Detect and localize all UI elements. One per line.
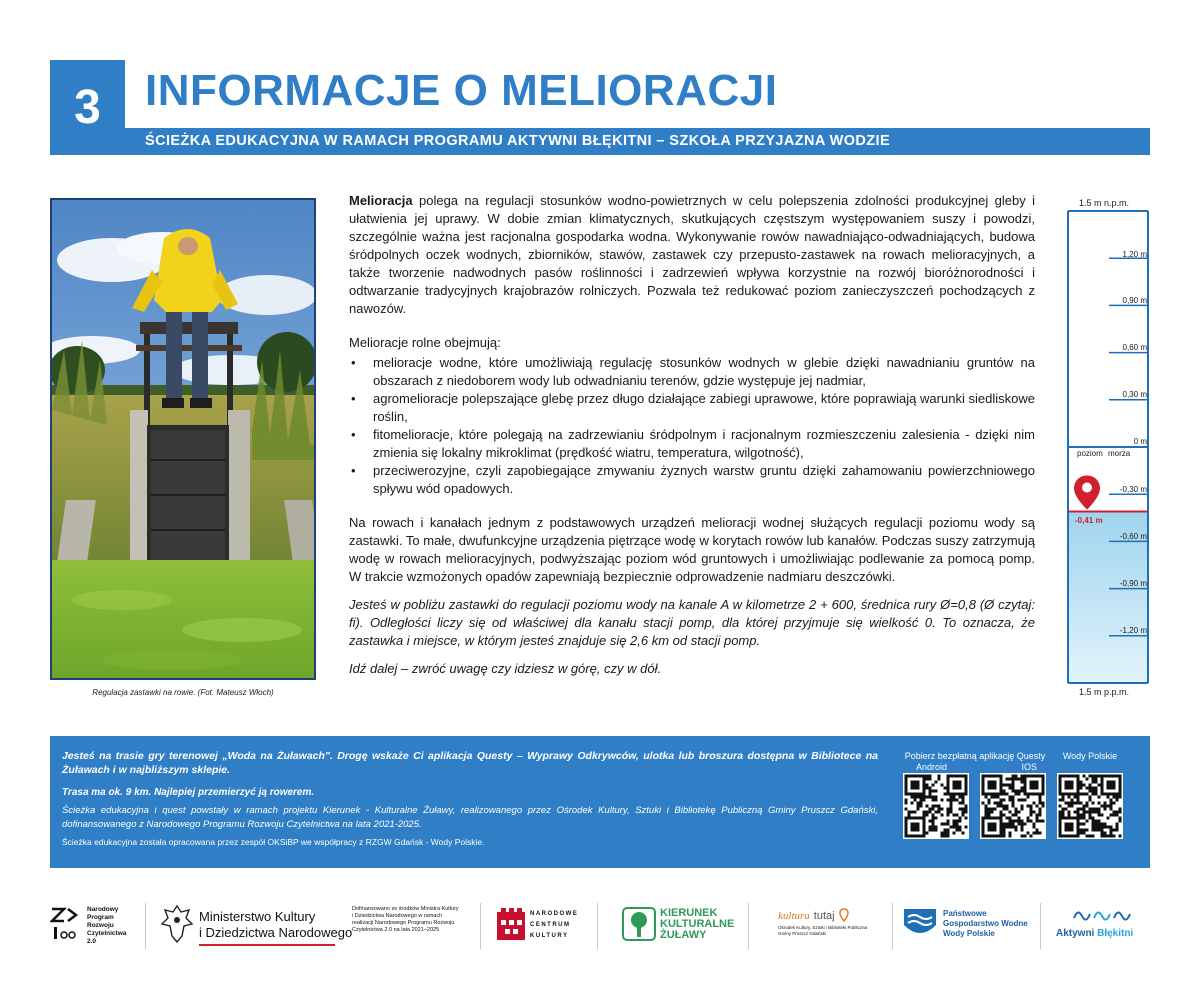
nck-crown-icon [497, 908, 525, 945]
nprcz-mark-icon [50, 907, 80, 941]
funding-note: Dofinansowano ze środków Ministra Kultury i Dziedzictwa Narodowego w ramach realizacji Narodowego Programu Rozwoju Czytelnictwa 2.0 na lata 2021–2025 [352, 906, 459, 933]
intro-term: Melioracja [349, 193, 413, 208]
logo-nprcz [50, 907, 80, 946]
info-band-text [62, 749, 878, 848]
logo-wody-polskie: Państwowe Gospodarstwo Wodne Wody Polskie [943, 909, 1028, 938]
qr-ios-label: IOS [1021, 762, 1037, 772]
intro-paragraph [349, 192, 1035, 318]
qr-heading-app: Pobierz bezpłatną aplikację Questy Android IOS [904, 751, 1046, 772]
logo-aktywni-blekitni: Aktywni Błękitni [1056, 928, 1134, 939]
melioration-types-list [349, 354, 1035, 498]
page-title: INFORMACJE O MELIORACJI [145, 66, 778, 115]
route-info: Trasa ma ok. 9 km. Najlepiej przemierzyć ją rowerem. [62, 787, 315, 798]
gauge-mark-label: 0,60 m [1122, 343, 1147, 352]
logo-separator [597, 903, 598, 949]
photo-sluice-gate [50, 198, 316, 680]
logo-kultura-tutaj: kultura tutaj Ośrodek Kultury, Sztuki i Biblioteki Publiczna Gminy Pruszcz Gdański [778, 910, 867, 936]
section-number: 3 [50, 60, 125, 155]
qr-code-ios[interactable] [980, 773, 1046, 839]
gauge-mark-label: -0,60 m [1119, 532, 1147, 541]
qr-code-wody-polskie[interactable] [1057, 773, 1123, 839]
gauge-mark-label: 0 m [1133, 437, 1147, 446]
article-body [349, 192, 1035, 678]
logo-separator [480, 903, 481, 949]
waves-icon [1070, 906, 1134, 929]
qr-android-label: Android [916, 762, 948, 772]
next-step-paragraph: Idź dalej – zwróć uwagę czy idziesz w górę, czy w dół. [349, 661, 662, 676]
sea-level-label: poziom morza [1077, 449, 1131, 458]
eagle-emblem-icon [160, 902, 194, 951]
gauge-mark-label: 0,90 m [1122, 296, 1147, 305]
location-paragraph: Jesteś w pobliżu zastawki do regulacji poziomu wody na kanale A w kilometrze 2 + 600, średnica rury Ø=0,8 (Ø czytaj: fi). Odległości liczy się od właściwej dla kanału stacji pomp, dla której przyjmuje się wielkość 0. To oznacza, że zastawka i miejsce, w którym jesteś znajduje się 2,6 km od stacji pomp. [349, 597, 1035, 648]
credits-info: Ścieżka edukacyjna została opracowana przez zespół OKSiBP we współpracy z RZGW Gdańsk - Wody Polskie. [62, 837, 485, 847]
nprcz-text: Narodowy Program Rozwoju Czytelnictwa 2.0 [87, 906, 127, 945]
water-level-gauge [1065, 195, 1155, 700]
list-item: • fitomelioracje, które polegają na zadrzewianiu śródpolnym i racjonalnym rozmieszczeniu zalesienia - dzięki nim zmienia się lokalny mikroklimat (prędkość wiatru, temperatura, wilgotność), [349, 426, 1035, 462]
logo-kierunek: KIERUNEK KULTURALNE ŻUŁAWY [660, 907, 735, 941]
logo-separator [145, 903, 146, 949]
wody-polskie-emblem-icon [902, 907, 938, 944]
gauge-mark-label: -0,90 m [1119, 579, 1147, 588]
qr-heading-wody: Wody Polskie [1062, 751, 1118, 761]
gauge-mark-label: -1,20 m [1119, 626, 1147, 635]
list-item: • przeciwerozyjne, czyli zapobiegające zmywaniu żyznych warstw gruntu dzięki zahamowaniu powierzchniowego spływu wód opadowych. [349, 462, 1035, 498]
list-item: • agromelioracje polepszające glebę przez długo działające zabiegi uprawowe, które poprawiają warunki siedliskowe roślin, [349, 390, 1035, 426]
logo-nck: NARODOWE CENTRUM KULTURY [530, 911, 579, 939]
gauge-top-label: 1.5 m n.p.m. [1079, 198, 1130, 208]
project-info: Ścieżka edukacyjna i quest powstały w ramach projektu Kierunek - Kulturalne Żuławy, realizowanego przez Ośrodek Kultury, Sztuki i Bibliotekę Publiczną Gminy Pruszcz Gdański, dofinansowanego z Narodowego Programu Rozwoju Czytelnictwa na lata 2021-2025. [62, 805, 878, 830]
list-item: • melioracje wodne, które umożliwiają regulację stosunków wodnych w glebie dzięki nawadnianiu gruntów na obszarach z niedoborem wody lub odwadnianiu terenów, gdzie występuje jej nadmiar, [349, 354, 1035, 390]
gauge-mark-label: -0,30 m [1119, 485, 1147, 494]
sluice-paragraph: Na rowach i kanałach jednym z podstawowych urządzeń melioracji wodnej służących regulacji poziomu wody są zastawki. To małe, dwufunkcyjne urządzenia piętrzące wodę w korytach rowów lub kanałów. Podczas suszy zatrzymują wodę w rowach melioracyjnych, podwyższając poziom wód gruntowych i umożliwiając podlewanie za pomocą pomp. W trakcie wzmożonych opadów zapewniają bezpiecznie odprowadzenie nadmiaru deszczówki. [349, 515, 1035, 584]
logo-separator [1040, 903, 1041, 949]
gauge-bottom-label: 1.5 m p.p.m. [1079, 687, 1130, 697]
intro-text: polega na regulacji stosunków wodno-powietrznych w celu polepszenia zdolności produkcyjnej gleby i ułatwienia jej uprawy. W dobie zmian klimatycznych, skutkujących częstszym występowaniem suszy i powodzi, szczególnie ważna jest racjonalna gospodarka wodna. Wykonywanie rowów nawadniająco-odwadniających, budowa śródpolnych oczek wodnych, zbiorników, stawów, zastawek czy przepusto-zastawek na rowach melioracyjnych, a także tworzenie nadwodnych pasów roślinności i zadrzewień wpływa korzystnie na rozwój bioróżnorodności i odtwarzanie tradycyjnych krajobrazów rolniczych. Pozwala też redukować poziom zanieczyszczeń pochodzących z nawozów. [349, 193, 1035, 316]
ministry-red-line [199, 944, 335, 946]
game-info: Jesteś na trasie gry terenowej „Woda na Żuławach". Drogę wskaże Ci aplikacja Questy – Wyprawy Odkrywców, ulotka lub broszura dostępna w Bibliotece na Żuławach i w najbliższym sklepie. [62, 750, 878, 776]
location-pin-icon [1074, 476, 1100, 510]
list-heading: Melioracje rolne obejmują: [349, 335, 501, 350]
logo-separator [748, 903, 749, 949]
logo-separator [892, 903, 893, 949]
photo-caption: Regulacja zastawki na rowie. (Fot. Mateusz Włoch) [92, 688, 274, 697]
pin-icon [839, 908, 849, 922]
gauge-mark-label: 1,20 m [1122, 250, 1147, 259]
gauge-mark-label: 0,30 m [1122, 390, 1147, 399]
logo-ministry: Ministerstwo Kultury i Dziedzictwa Narodowego [199, 909, 352, 946]
page-subtitle: ŚCIEŻKA EDUKACYJNA W RAMACH PROGRAMU AKTYWNI BŁĘKITNI – SZKOŁA PRZYJAZNA WODZIE [145, 133, 891, 149]
current-level-label: -0,41 m [1075, 516, 1103, 525]
kierunek-tree-icon [622, 907, 656, 946]
qr-code-android[interactable] [903, 773, 969, 839]
